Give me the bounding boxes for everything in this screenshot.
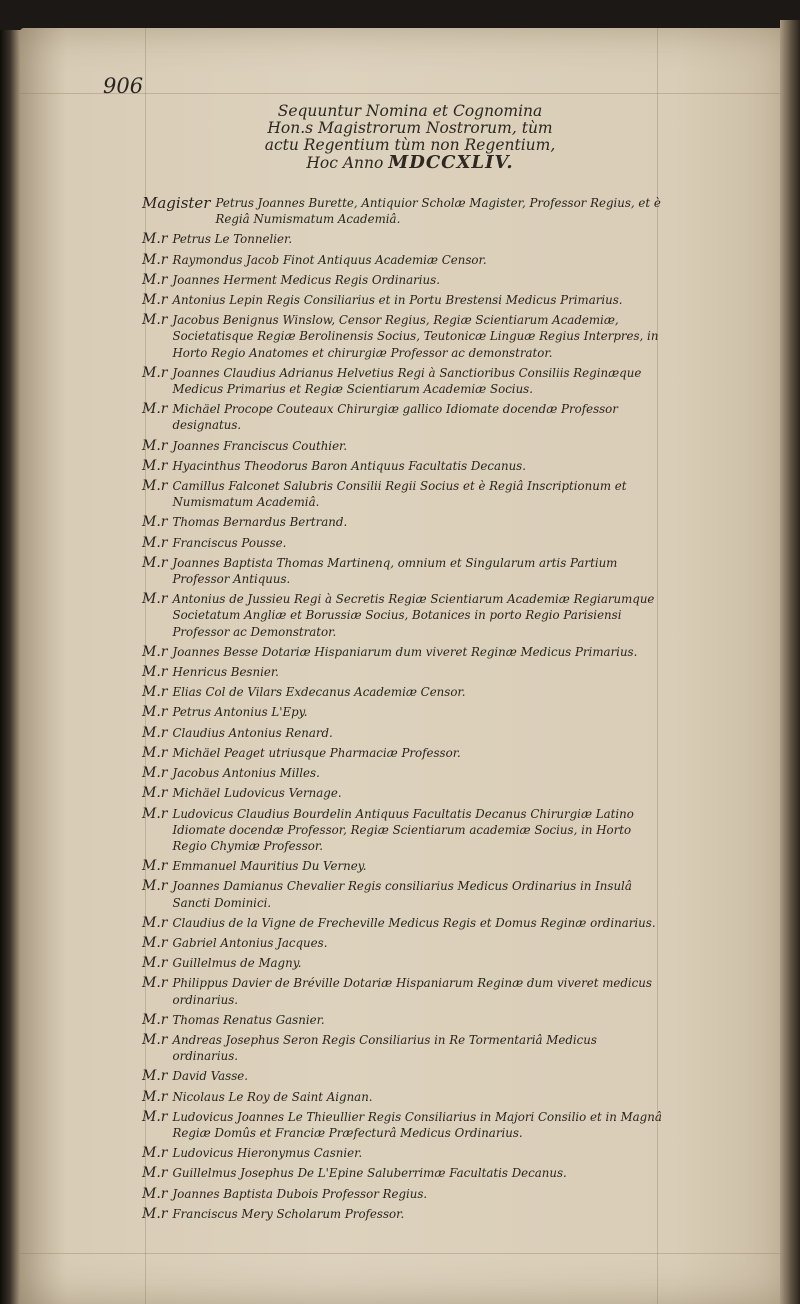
entry-title: M.r (142, 724, 168, 741)
heading-year-line (250, 154, 570, 172)
year-numeral: MDCCXLIV. (388, 152, 514, 173)
entry-text: Ludovicus Claudius Bourdelin Antiquus Facultatis Decanus Chirurgiæ Latino Idiomate docendæ Professor, Regiæ Scientiarum academiæ Socius, in Horto Regio Chymiæ Professor. (172, 806, 634, 853)
heading-line: actu Regentium tùm non Regentium, (264, 136, 556, 154)
entry-title: M.r (142, 554, 168, 571)
entry-text: Claudius de la Vigne de Frecheville Medicus Regis et Domus Reginæ ordinarius. (172, 915, 656, 930)
entry-text: Andreas Josephus Seron Regis Consiliarius in Re Tormentariâ Medicus ordinarius. (172, 1032, 597, 1064)
entry-title: M.r (142, 364, 168, 381)
entry-title: M.r (142, 271, 168, 288)
entry-title: M.r (142, 478, 168, 495)
entry-text: Jacobus Benignus Winslow, Censor Regius, Regiæ Scientiarum Academiæ, Societatisque Regiæ Berolinensis Socius, Teutonicæ Linguæ Regius Interpres, in Horto Regio Anatomes et chirurgiæ Professor ac demonstrator. (172, 313, 659, 360)
list-item (142, 878, 662, 910)
entry-title: M.r (142, 1145, 168, 1162)
entry-title: M.r (142, 955, 168, 972)
entry-text: Guillelmus de Magny. (172, 956, 302, 971)
entry-title: M.r (142, 1205, 168, 1222)
entry-text: Michäel Procope Couteaux Chirurgiæ gallico Idiomate docendæ Professor designatus. (172, 402, 618, 433)
list-item (142, 535, 662, 551)
right-page-edge (780, 20, 800, 1304)
entry-title: M.r (142, 591, 168, 608)
list-item (142, 401, 662, 433)
entry-title: M.r (142, 975, 168, 992)
entry-text: Petrus Joannes Burette, Antiquior Scholæ Magister, Professor Regius, et è Regiâ Numismatum Academiâ. (215, 196, 661, 227)
list-item (142, 955, 662, 971)
entry-title: M.r (142, 765, 168, 782)
entry-text: Joannes Besse Dotariæ Hispaniarum dum viveret Reginæ Medicus Primarius. (172, 644, 638, 659)
entry-title: M.r (142, 534, 168, 551)
entry-title: M.r (142, 805, 168, 822)
entry-text: Franciscus Pousse. (172, 535, 287, 550)
list-item (142, 514, 662, 530)
entry-title: M.r (142, 231, 168, 248)
entry-text: Emmanuel Mauritius Du Verney. (172, 859, 367, 874)
entry-text: Antonius de Jussieu Regi à Secretis Regiæ Scientiarum Academiæ Regiarumque Societatum Angliæ et Borussiæ Socius, Botanices in porto Regio Parisiensi Professor ac Demonstrator. (172, 592, 655, 639)
entry-title: M.r (142, 1088, 168, 1105)
entry-title: M.r (142, 437, 168, 454)
entry-text: Ludovicus Hieronymus Casnier. (172, 1146, 363, 1161)
entry-text: Raymondus Jacob Finot Antiquus Academiæ Censor. (172, 252, 487, 267)
list-item (142, 745, 662, 761)
list-item (142, 704, 662, 720)
entry-title: M.r (142, 1108, 168, 1125)
list-item (142, 1186, 662, 1202)
list-item (142, 1068, 662, 1084)
list-item (142, 785, 662, 801)
entry-title: M.r (142, 785, 168, 802)
entry-title: M.r (142, 704, 168, 721)
entry-text: Thomas Bernardus Bertrand. (172, 515, 348, 530)
list-item (142, 975, 662, 1007)
entry-text: Joannes Damianus Chevalier Regis consiliarius Medicus Ordinarius in Insulâ Sancti Dominici. (172, 879, 632, 910)
list-item (142, 1089, 662, 1105)
list-item (142, 684, 662, 700)
list-item (142, 915, 662, 931)
entry-text: Franciscus Mery Scholarum Professor. (172, 1206, 405, 1221)
entry-title: M.r (142, 858, 168, 875)
heading-line: Hon.s Magistrorum Nostrorum, tùm (267, 119, 553, 137)
entry-title: M.r (142, 914, 168, 931)
entry-text: Joannes Baptista Thomas Martinenq, omnium et Singularum artis Partium Professor Antiquus. (172, 555, 618, 587)
entry-title: M.r (142, 878, 168, 895)
entry-title: M.r (142, 251, 168, 268)
entry-text: Petrus Antonius L'Epy. (172, 705, 308, 720)
list-item (142, 231, 662, 247)
entry-title: M.r (142, 457, 168, 474)
entry-text: Petrus Le Tonnelier. (172, 232, 293, 247)
entry-text: Camillus Falconet Salubris Consilii Regii Socius et è Regiâ Inscriptionum et Numismatum Academiâ. (172, 479, 627, 510)
list-item (142, 478, 662, 510)
list-item (142, 458, 662, 474)
entry-text: Henricus Besnier. (172, 665, 279, 680)
entry-text: Michäel Peaget utriusque Pharmaciæ Professor. (172, 745, 461, 760)
list-item (142, 1165, 662, 1181)
list-item (142, 365, 662, 397)
list-item (142, 438, 662, 454)
entry-text: Thomas Renatus Gasnier. (172, 1012, 325, 1027)
list-item (142, 195, 662, 227)
entry-text: Guillelmus Josephus De L'Epine Saluberrimæ Facultatis Decanus. (172, 1166, 567, 1181)
list-item (142, 591, 662, 640)
entry-text: Joannes Claudius Adrianus Helvetius Regi à Sanctioribus Consiliis Reginæque Medicus Primarius et Regiæ Scientiarum Academiæ Socius. (172, 365, 642, 397)
list-item (142, 292, 662, 308)
list-item (142, 312, 662, 361)
entry-text: Michäel Ludovicus Vernage. (172, 786, 342, 801)
entry-title: M.r (142, 744, 168, 761)
entry-title: M.r (142, 312, 168, 329)
entry-text: Hyacinthus Theodorus Baron Antiquus Facultatis Decanus. (172, 458, 526, 473)
list-item (142, 806, 662, 855)
entry-title: M.r (142, 664, 168, 681)
entry-text: Joannes Franciscus Couthier. (172, 438, 348, 453)
entry-text: Claudius Antonius Renard. (172, 725, 333, 740)
list-item (142, 664, 662, 680)
entry-text: Ludovicus Joannes Le Thieullier Regis Consiliarius in Majori Consilio et in Magnâ Regiæ Domûs et Franciæ Præfecturâ Medicus Ordinarius. (172, 1109, 662, 1140)
entry-text: Joannes Herment Medicus Regis Ordinarius. (172, 272, 440, 287)
heading-line: Sequuntur Nomina et Cognomina (277, 102, 543, 120)
list-item (142, 725, 662, 741)
list-item (142, 858, 662, 874)
entry-title: M.r (142, 514, 168, 531)
list-item (142, 1109, 662, 1141)
list-item (142, 1032, 662, 1064)
entry-title: M.r (142, 684, 168, 701)
entry-text: Antonius Lepin Regis Consiliarius et in Portu Brestensi Medicus Primarius. (172, 293, 623, 308)
entries-list (142, 195, 662, 1222)
entry-title: M.r (142, 1031, 168, 1048)
left-page-edge (0, 30, 22, 1304)
entry-text: David Vasse. (172, 1069, 249, 1084)
list-item (142, 935, 662, 951)
entry-title: M.r (142, 1011, 168, 1028)
list-item (142, 1206, 662, 1222)
folio-number: 906 (103, 74, 144, 98)
page-heading (250, 103, 570, 172)
year-prefix: Hoc Anno (306, 154, 384, 172)
list-item (142, 252, 662, 268)
margin-rule-bottom (20, 1253, 792, 1254)
entry-title: M.r (142, 643, 168, 660)
list-item (142, 272, 662, 288)
list-item (142, 555, 662, 587)
entry-title: M.r (142, 1068, 168, 1085)
entry-text: Gabriel Antonius Jacques. (172, 935, 328, 950)
entry-title: M.r (142, 292, 168, 309)
list-item (142, 1012, 662, 1028)
entry-title: M.r (142, 401, 168, 418)
list-item (142, 1145, 662, 1161)
entry-text: Elias Col de Vilars Exdecanus Academiæ Censor. (172, 685, 466, 700)
entry-text: Jacobus Antonius Milles. (172, 766, 320, 781)
entry-title: Magister (142, 194, 211, 212)
entry-text: Nicolaus Le Roy de Saint Aignan. (172, 1089, 373, 1104)
entry-title: M.r (142, 934, 168, 951)
entry-title: M.r (142, 1165, 168, 1182)
entry-text: Joannes Baptista Dubois Professor Regius. (172, 1186, 428, 1201)
list-item (142, 765, 662, 781)
entry-text: Philippus Davier de Bréville Dotariæ Hispaniarum Reginæ dum viveret medicus ordinarius. (172, 976, 652, 1007)
entry-title: M.r (142, 1185, 168, 1202)
list-item (142, 644, 662, 660)
